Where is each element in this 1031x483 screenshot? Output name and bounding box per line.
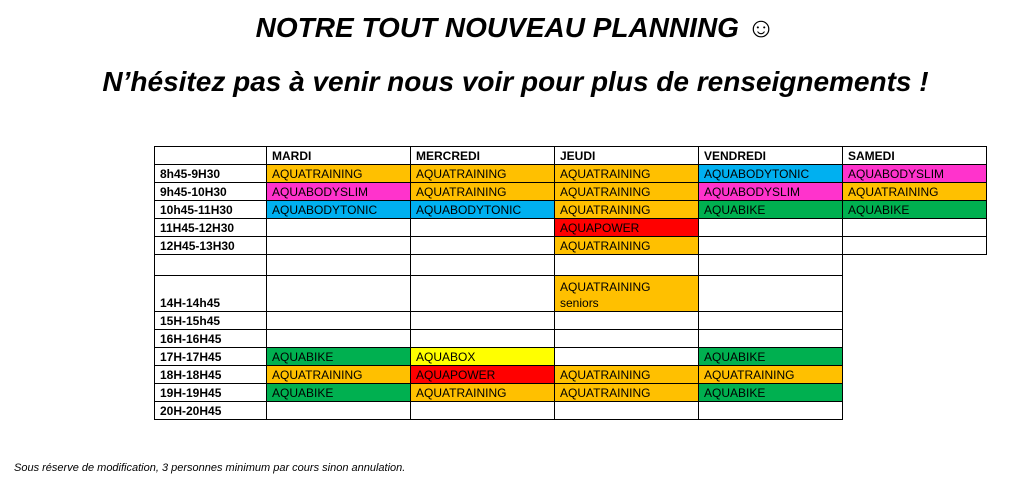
class-cell: AQUATRAINING (843, 183, 987, 201)
empty-cell (267, 219, 411, 237)
class-cell: AQUABODYSLIM (843, 165, 987, 183)
class-cell: AQUATRAINING (555, 237, 699, 255)
empty-cell (411, 330, 555, 348)
table-row (155, 330, 987, 348)
class-cell: AQUAPOWER (411, 366, 555, 384)
time-slot: 8h45-9H30 (155, 165, 267, 183)
class-cell: AQUABODYTONIC (267, 201, 411, 219)
day-header: JEUDI (555, 147, 699, 165)
class-name: AQUATRAINING (560, 280, 651, 294)
empty-cell (555, 255, 699, 276)
class-cell: AQUAPOWER (555, 219, 699, 237)
table-row (155, 366, 987, 384)
header-corner-cell (155, 147, 267, 165)
empty-cell (843, 348, 987, 366)
empty-cell (843, 312, 987, 330)
time-slot: 19H-19H45 (155, 384, 267, 402)
table-row (155, 402, 987, 420)
time-slot: 14H-14h45 (155, 276, 267, 312)
day-header: VENDREDI (699, 147, 843, 165)
time-slot: 11H45-12H30 (155, 219, 267, 237)
empty-cell (411, 312, 555, 330)
class-cell: AQUABIKE (267, 348, 411, 366)
table-row (155, 384, 987, 402)
empty-cell (555, 330, 699, 348)
time-slot: 18H-18H45 (155, 366, 267, 384)
table-row (155, 219, 987, 237)
class-cell: AQUATRAINING (411, 165, 555, 183)
time-slot: 15H-15h45 (155, 312, 267, 330)
table-row (155, 165, 987, 183)
class-cell: AQUATRAINING (411, 384, 555, 402)
empty-cell (699, 255, 843, 276)
class-cell: AQUABOX (411, 348, 555, 366)
empty-cell (411, 255, 555, 276)
table-row (155, 255, 987, 276)
class-cell: AQUATRAINING (555, 165, 699, 183)
class-cell: AQUATRAINING (267, 165, 411, 183)
time-slot: 10h45-11H30 (155, 201, 267, 219)
empty-cell (843, 330, 987, 348)
class-cell: AQUATRAINING (267, 366, 411, 384)
class-cell: AQUABODYTONIC (699, 165, 843, 183)
time-slot (155, 255, 267, 276)
empty-cell (843, 276, 987, 312)
class-cell: AQUATRAINING (555, 183, 699, 201)
table-row (155, 183, 987, 201)
table-row (155, 201, 987, 219)
time-slot: 17H-17H45 (155, 348, 267, 366)
class-cell: AQUATRAINING (555, 366, 699, 384)
time-slot: 9h45-10H30 (155, 183, 267, 201)
class-cell: AQUABIKE (267, 384, 411, 402)
class-cell: AQUABIKE (843, 201, 987, 219)
time-slot: 16H-16H45 (155, 330, 267, 348)
table-row (155, 312, 987, 330)
time-slot: 20H-20H45 (155, 402, 267, 420)
empty-cell (555, 348, 699, 366)
table-row (155, 237, 987, 255)
schedule-table (154, 146, 987, 420)
empty-cell (555, 312, 699, 330)
empty-cell (843, 237, 987, 255)
header-row (155, 147, 987, 165)
class-cell: AQUATRAINING (555, 384, 699, 402)
empty-cell (843, 255, 987, 276)
empty-cell (843, 402, 987, 420)
empty-cell (411, 402, 555, 420)
empty-cell (411, 219, 555, 237)
empty-cell (267, 276, 411, 312)
empty-cell (267, 255, 411, 276)
page-subtitle: N’hésitez pas à venir nous voir pour plus de renseignements ! (102, 66, 929, 97)
empty-cell (843, 366, 987, 384)
day-header: SAMEDI (843, 147, 987, 165)
class-cell: AQUATRAINING (411, 183, 555, 201)
empty-cell (411, 276, 555, 312)
empty-cell (267, 237, 411, 255)
day-header: MERCREDI (411, 147, 555, 165)
page-title: NOTRE TOUT NOUVEAU PLANNING ☺ (255, 12, 776, 43)
empty-cell (267, 330, 411, 348)
class-subtitle: seniors (560, 296, 599, 310)
empty-cell (699, 312, 843, 330)
time-slot: 12H45-13H30 (155, 237, 267, 255)
empty-cell (555, 402, 699, 420)
class-cell (555, 276, 699, 312)
empty-cell (699, 276, 843, 312)
class-cell: AQUATRAINING (555, 201, 699, 219)
empty-cell (267, 312, 411, 330)
empty-cell (267, 402, 411, 420)
table-row (155, 348, 987, 366)
table-row (155, 276, 987, 312)
day-header: MARDI (267, 147, 411, 165)
class-cell: AQUABIKE (699, 201, 843, 219)
empty-cell (843, 384, 987, 402)
empty-cell (699, 237, 843, 255)
class-cell: AQUABODYSLIM (699, 183, 843, 201)
empty-cell (411, 237, 555, 255)
class-cell: AQUATRAINING (699, 366, 843, 384)
empty-cell (699, 330, 843, 348)
empty-cell (699, 402, 843, 420)
class-cell: AQUABIKE (699, 384, 843, 402)
class-cell: AQUABODYTONIC (411, 201, 555, 219)
empty-cell (699, 219, 843, 237)
class-cell: AQUABODYSLIM (267, 183, 411, 201)
class-cell: AQUABIKE (699, 348, 843, 366)
empty-cell (843, 219, 987, 237)
footnote: Sous réserve de modification, 3 personnes minimum par cours sinon annulation. (14, 462, 406, 474)
